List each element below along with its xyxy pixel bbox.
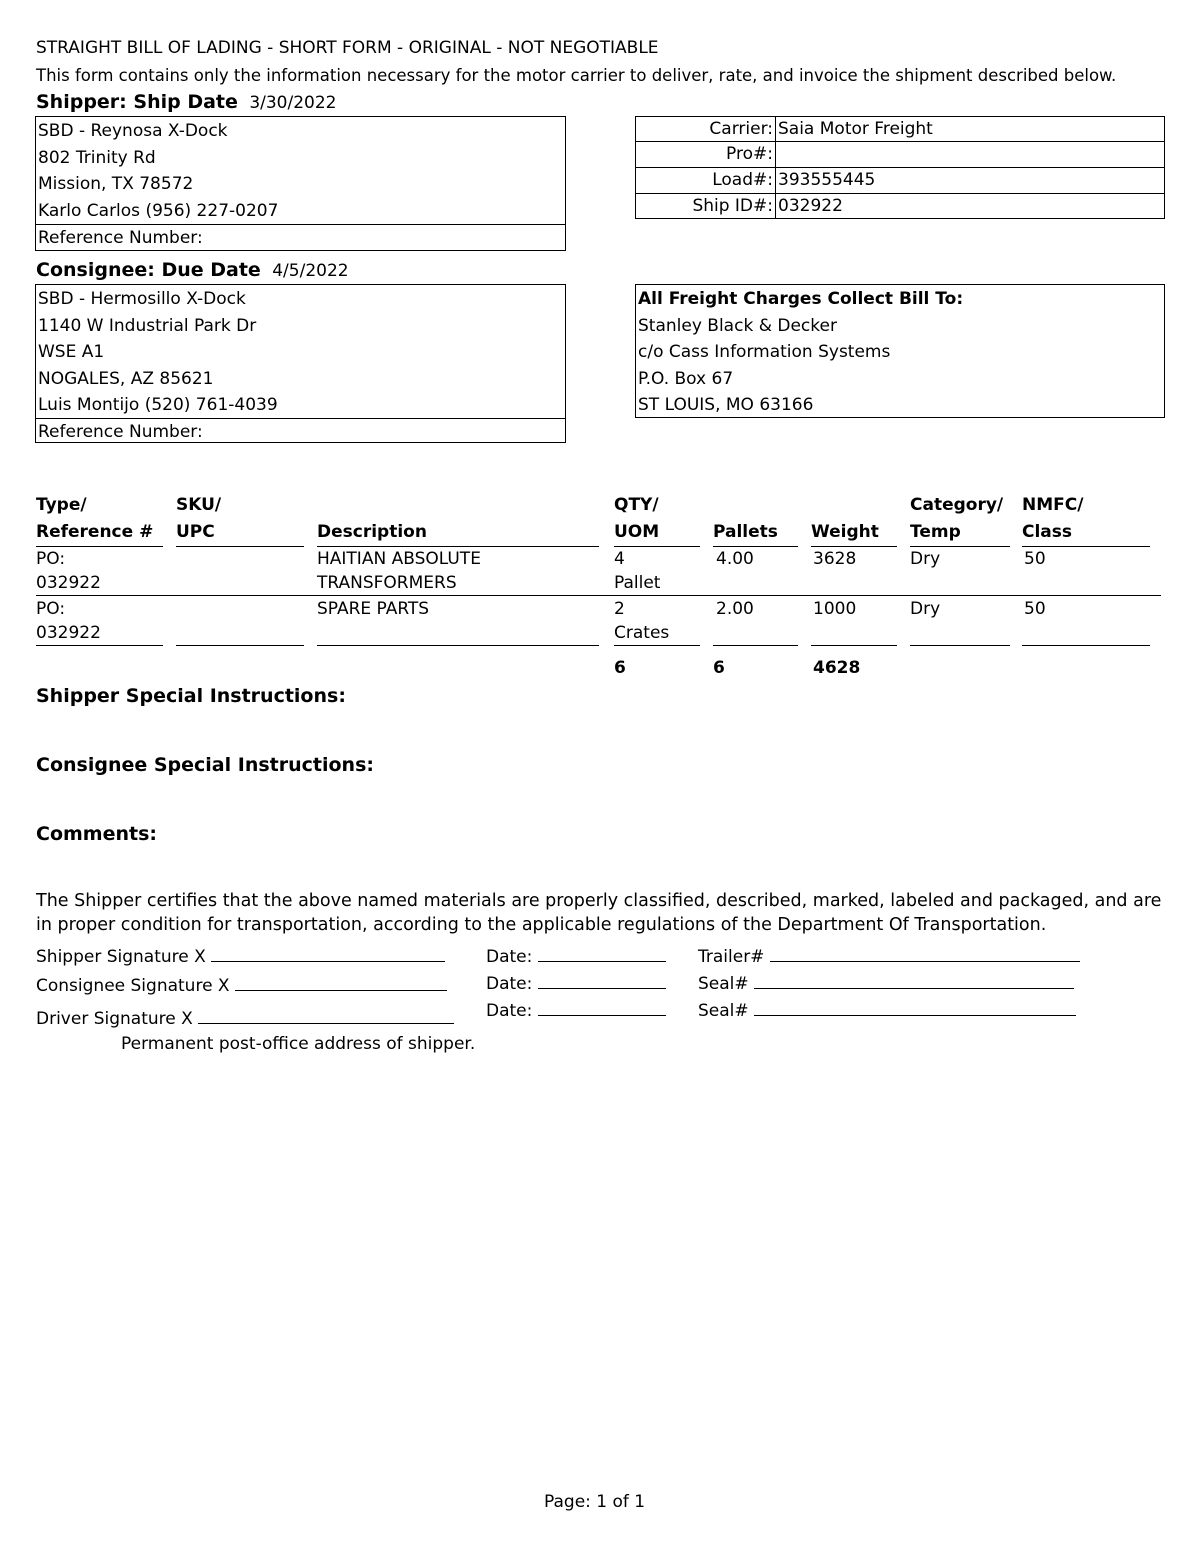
seal-line[interactable] — [754, 999, 1076, 1016]
carrier-row — [636, 117, 1164, 142]
document-subtitle: This form contains only the information necessary for the motor carrier to deliver, rate, and invoice the shipment described below. — [36, 66, 1117, 85]
consignee-reference: Reference Number: — [38, 422, 203, 442]
seal-field — [698, 972, 1074, 994]
bill-to-line: Stanley Black & Decker — [638, 316, 837, 336]
seal-label: Seal# — [698, 974, 749, 994]
shipper-line: 802 Trinity Rd — [38, 148, 156, 168]
cell-weight: 3628 — [813, 549, 857, 569]
shipper-heading — [36, 91, 336, 113]
date-label: Date: — [486, 947, 533, 967]
load-row — [636, 168, 1164, 193]
ship-date: 3/30/2022 — [249, 93, 337, 113]
trailer-label: Trailer# — [698, 947, 765, 967]
cell-qty: 2 Crates — [614, 599, 670, 643]
document-title: STRAIGHT BILL OF LADING - SHORT FORM - ORIGINAL - NOT NEGOTIABLE — [36, 38, 659, 58]
bill-to-heading: All Freight Charges Collect Bill To: — [638, 289, 964, 309]
cell-pallets: 2.00 — [716, 599, 754, 619]
seal-label: Seal# — [698, 1001, 749, 1021]
cell-qty: 4 Pallet — [614, 549, 661, 593]
pro-value — [776, 142, 778, 167]
col-header-sku: SKU/ UPC — [176, 492, 304, 547]
carrier-label: Carrier: — [636, 117, 776, 142]
shipper-signature — [36, 945, 445, 967]
shipper-instructions-label: Shipper Special Instructions: — [36, 685, 346, 707]
bill-to-box — [635, 284, 1165, 418]
date-line[interactable] — [538, 972, 666, 989]
certification-line: The Shipper certifies that the above named materials are properly classified, described, marked, labeled and packaged, and are — [36, 891, 1162, 911]
load-value: 393555445 — [778, 170, 876, 190]
bill-to-line: ST LOUIS, MO 63166 — [638, 395, 814, 415]
ship-id-label: Ship ID#: — [636, 194, 776, 219]
shipper-line: SBD - Reynosa X-Dock — [38, 121, 228, 141]
consignee-line: SBD - Hermosillo X-Dock — [38, 289, 246, 309]
total-pallets: 6 — [713, 658, 725, 678]
pro-label: Pro#: — [636, 142, 776, 167]
cell-description: SPARE PARTS — [317, 599, 430, 619]
seal-line[interactable] — [754, 972, 1074, 989]
seal-field — [698, 999, 1076, 1021]
col-header-weight: Weight — [811, 492, 897, 547]
bill-to-line: P.O. Box 67 — [638, 369, 734, 389]
cell-category: Dry — [910, 599, 941, 619]
col-header-qty: QTY/ UOM — [614, 492, 700, 547]
col-header-class: NMFC/ Class — [1022, 492, 1150, 547]
total-qty: 6 — [614, 658, 626, 678]
col-header-type: Type/ Reference # — [36, 492, 163, 547]
total-weight: 4628 — [813, 658, 861, 678]
cell-pallets: 4.00 — [716, 549, 754, 569]
cell-type: PO: 032922 — [36, 549, 101, 593]
date-field — [486, 999, 666, 1021]
consignee-line: NOGALES, AZ 85621 — [38, 369, 214, 389]
consignee-signature-label: Consignee Signature X — [36, 976, 230, 996]
trailer-field — [698, 945, 1080, 967]
col-header-category: Category/ Temp — [910, 492, 1010, 547]
shipper-signature-label: Shipper Signature X — [36, 947, 206, 967]
due-date: 4/5/2022 — [272, 261, 349, 281]
date-field — [486, 972, 666, 994]
shipper-signature-line[interactable] — [211, 945, 445, 962]
consignee-instructions-label: Consignee Special Instructions: — [36, 754, 374, 776]
cell-category: Dry — [910, 549, 941, 569]
cell-description: HAITIAN ABSOLUTE TRANSFORMERS — [317, 549, 481, 593]
shipper-reference: Reference Number: — [38, 228, 203, 248]
driver-signature-label: Driver Signature X — [36, 1009, 193, 1029]
cell-weight: 1000 — [813, 599, 857, 619]
driver-signature-line[interactable] — [198, 1007, 454, 1024]
date-label: Date: — [486, 974, 533, 994]
ship-id-row — [636, 194, 1164, 219]
date-label: Date: — [486, 1001, 533, 1021]
address-note: Permanent post-office address of shipper. — [121, 1034, 476, 1054]
trailer-line[interactable] — [770, 945, 1080, 962]
shipper-box — [35, 116, 566, 251]
col-header-pallets: Pallets — [713, 492, 798, 547]
load-label: Load#: — [636, 168, 776, 193]
driver-signature — [36, 1007, 454, 1029]
ship-id-value: 032922 — [778, 196, 843, 216]
shipper-label: Shipper: Ship Date — [36, 91, 238, 113]
consignee-line: Luis Montijo (520) 761-4039 — [38, 395, 278, 415]
consignee-box — [35, 284, 566, 443]
cell-type: PO: 032922 — [36, 599, 101, 643]
consignee-line: 1140 W Industrial Park Dr — [38, 316, 257, 336]
date-field — [486, 945, 666, 967]
shipper-line: Karlo Carlos (956) 227-0207 — [38, 201, 279, 221]
cell-class: 50 — [1024, 599, 1046, 619]
certification-line: in proper condition for transportation, according to the applicable regulations of the Department Of Transportation. — [36, 915, 1047, 935]
page-number: Page: 1 of 1 — [544, 1492, 646, 1512]
consignee-signature-line[interactable] — [235, 974, 447, 991]
consignee-label: Consignee: Due Date — [36, 259, 261, 281]
carrier-value: Saia Motor Freight — [778, 119, 933, 139]
consignee-heading — [36, 259, 349, 281]
consignee-signature — [36, 974, 447, 996]
bill-to-line: c/o Cass Information Systems — [638, 342, 891, 362]
cell-class: 50 — [1024, 549, 1046, 569]
carrier-box — [635, 116, 1165, 219]
date-line[interactable] — [538, 945, 666, 962]
date-line[interactable] — [538, 999, 666, 1016]
comments-label: Comments: — [36, 823, 157, 845]
shipper-line: Mission, TX 78572 — [38, 174, 194, 194]
col-header-description: Description — [317, 492, 599, 547]
pro-row — [636, 142, 1164, 167]
consignee-line: WSE A1 — [38, 342, 105, 362]
